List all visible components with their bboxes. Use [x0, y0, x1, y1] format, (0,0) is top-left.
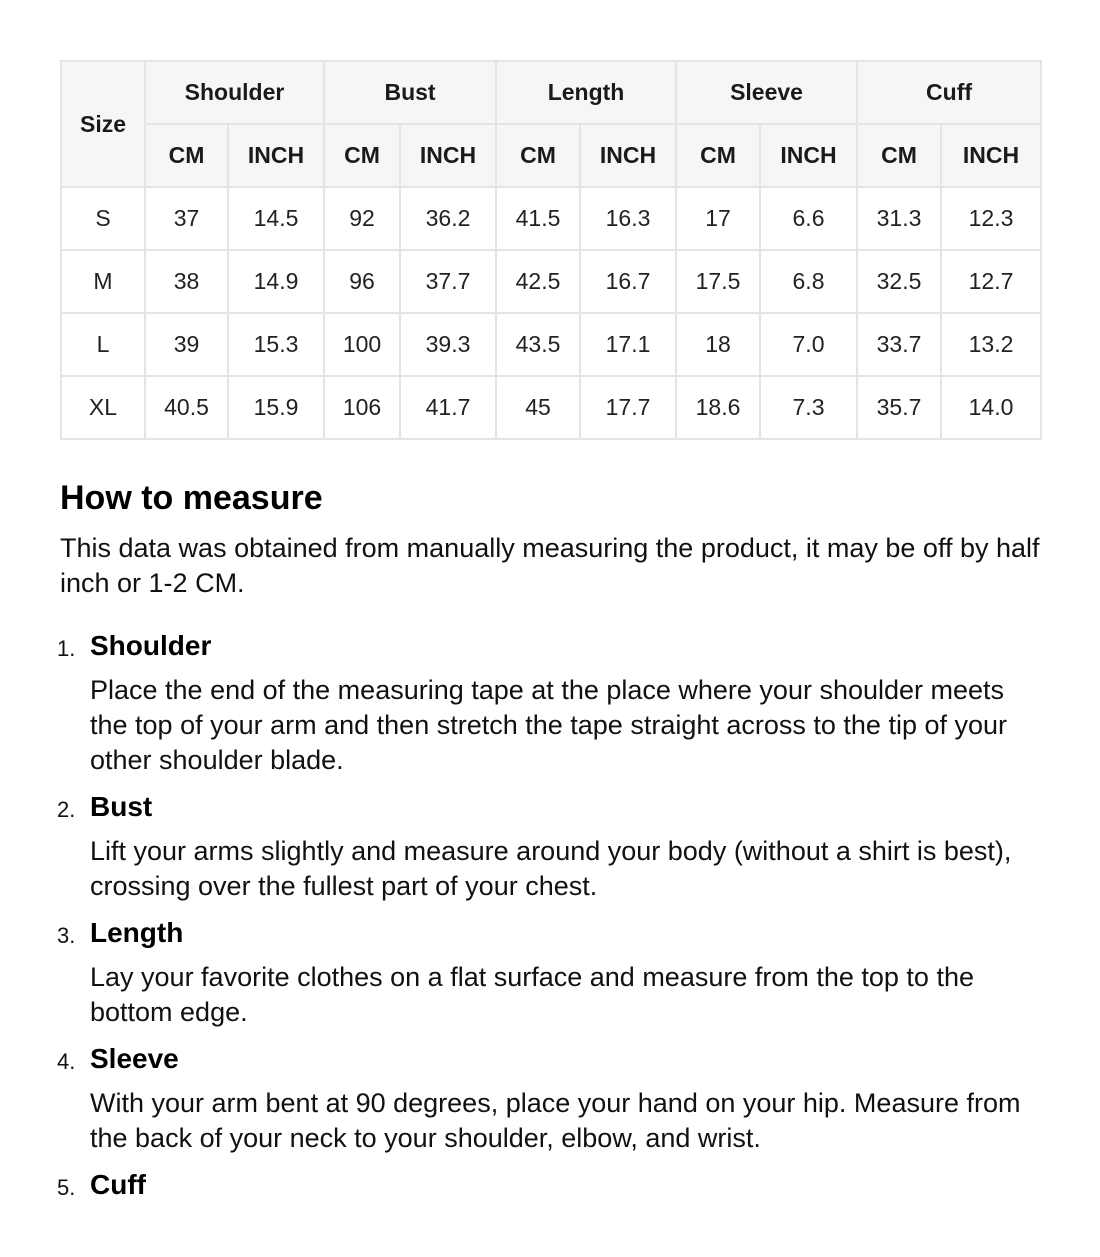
list-item — [57, 916, 1040, 1030]
unit-header-inch: INCH — [580, 124, 676, 187]
measure-steps-list — [57, 629, 1040, 1202]
table-cell: 42.5 — [496, 250, 580, 313]
unit-header-cm: CM — [676, 124, 760, 187]
size-chart-table — [60, 60, 1042, 440]
step-title-bust: Bust — [90, 790, 153, 822]
size-guide-page — [57, 60, 1040, 1214]
table-cell: 40.5 — [145, 376, 228, 439]
table-cell: 17.5 — [676, 250, 760, 313]
table-row — [61, 376, 1041, 439]
table-row — [61, 187, 1041, 250]
table-cell: 41.5 — [496, 187, 580, 250]
table-cell: 36.2 — [400, 187, 496, 250]
table-row — [61, 313, 1041, 376]
table-cell: 15.9 — [228, 376, 324, 439]
step-desc-sleeve: With your arm bent at 90 degrees, place your hand on your hip. Measure from the back of your neck to your shoulder, elbow, and wrist. — [90, 1087, 1021, 1153]
table-cell: 100 — [324, 313, 400, 376]
list-item — [57, 790, 1040, 904]
length-column-header: Length — [496, 61, 676, 124]
table-cell: 12.3 — [941, 187, 1041, 250]
step-desc-bust: Lift your arms slightly and measure around your body (without a shirt is best), crossing over the fullest part of your chest. — [90, 835, 1012, 901]
table-cell: 7.0 — [760, 313, 857, 376]
table-cell: 13.2 — [941, 313, 1041, 376]
unit-header-inch: INCH — [228, 124, 324, 187]
table-cell: 6.6 — [760, 187, 857, 250]
table-cell: 31.3 — [857, 187, 941, 250]
table-cell: 37 — [145, 187, 228, 250]
table-cell: 6.8 — [760, 250, 857, 313]
unit-header-cm: CM — [324, 124, 400, 187]
unit-header-inch: INCH — [941, 124, 1041, 187]
step-title-sleeve: Sleeve — [90, 1042, 179, 1074]
list-item — [57, 1042, 1040, 1156]
table-cell: 18.6 — [676, 376, 760, 439]
table-cell: 12.7 — [941, 250, 1041, 313]
table-cell: 45 — [496, 376, 580, 439]
table-cell: 39.3 — [400, 313, 496, 376]
step-number: 4. — [57, 1048, 76, 1074]
step-desc-shoulder: Place the end of the measuring tape at the place where your shoulder meets the top of your arm and then stretch the tape straight across to the tip of your other shoulder blade. — [90, 674, 1008, 775]
table-cell: 7.3 — [760, 376, 857, 439]
sleeve-column-header: Sleeve — [676, 61, 857, 124]
measure-intro-text: This data was obtained from manually measuring the product, it may be off by half inch or 1-2 CM. — [60, 532, 1040, 598]
table-cell: 92 — [324, 187, 400, 250]
step-number: 3. — [57, 922, 76, 948]
step-title-cuff: Cuff — [90, 1168, 146, 1200]
cuff-column-header: Cuff — [857, 61, 1041, 124]
table-cell: 14.5 — [228, 187, 324, 250]
size-cell: M — [61, 250, 145, 313]
list-item — [57, 629, 1040, 778]
step-number: 5. — [57, 1174, 76, 1200]
step-number: 2. — [57, 796, 76, 822]
table-cell: 14.9 — [228, 250, 324, 313]
size-cell: S — [61, 187, 145, 250]
table-cell: 33.7 — [857, 313, 941, 376]
table-cell: 35.7 — [857, 376, 941, 439]
unit-header-cm: CM — [496, 124, 580, 187]
table-cell: 17 — [676, 187, 760, 250]
size-column-header: Size — [61, 61, 145, 187]
table-header-row-groups — [61, 61, 1041, 124]
size-cell: XL — [61, 376, 145, 439]
table-row — [61, 250, 1041, 313]
table-cell: 43.5 — [496, 313, 580, 376]
list-item — [57, 1168, 1040, 1202]
size-cell: L — [61, 313, 145, 376]
table-cell: 106 — [324, 376, 400, 439]
table-cell: 38 — [145, 250, 228, 313]
unit-header-inch: INCH — [400, 124, 496, 187]
unit-header-cm: CM — [145, 124, 228, 187]
table-cell: 41.7 — [400, 376, 496, 439]
step-number: 1. — [57, 635, 76, 661]
step-title-length: Length — [90, 916, 184, 948]
table-cell: 32.5 — [857, 250, 941, 313]
table-cell: 17.7 — [580, 376, 676, 439]
step-desc-length: Lay your favorite clothes on a flat surface and measure from the top to the bottom edge. — [90, 961, 974, 1027]
bust-column-header: Bust — [324, 61, 496, 124]
table-cell: 17.1 — [580, 313, 676, 376]
unit-header-cm: CM — [857, 124, 941, 187]
how-to-measure-heading: How to measure — [60, 479, 323, 517]
shoulder-column-header: Shoulder — [145, 61, 324, 124]
table-cell: 14.0 — [941, 376, 1041, 439]
table-cell: 96 — [324, 250, 400, 313]
unit-header-inch: INCH — [760, 124, 857, 187]
table-cell: 16.7 — [580, 250, 676, 313]
table-cell: 18 — [676, 313, 760, 376]
table-cell: 16.3 — [580, 187, 676, 250]
table-cell: 15.3 — [228, 313, 324, 376]
table-cell: 37.7 — [400, 250, 496, 313]
table-header-row-units — [61, 124, 1041, 187]
step-title-shoulder: Shoulder — [90, 629, 212, 661]
table-cell: 39 — [145, 313, 228, 376]
